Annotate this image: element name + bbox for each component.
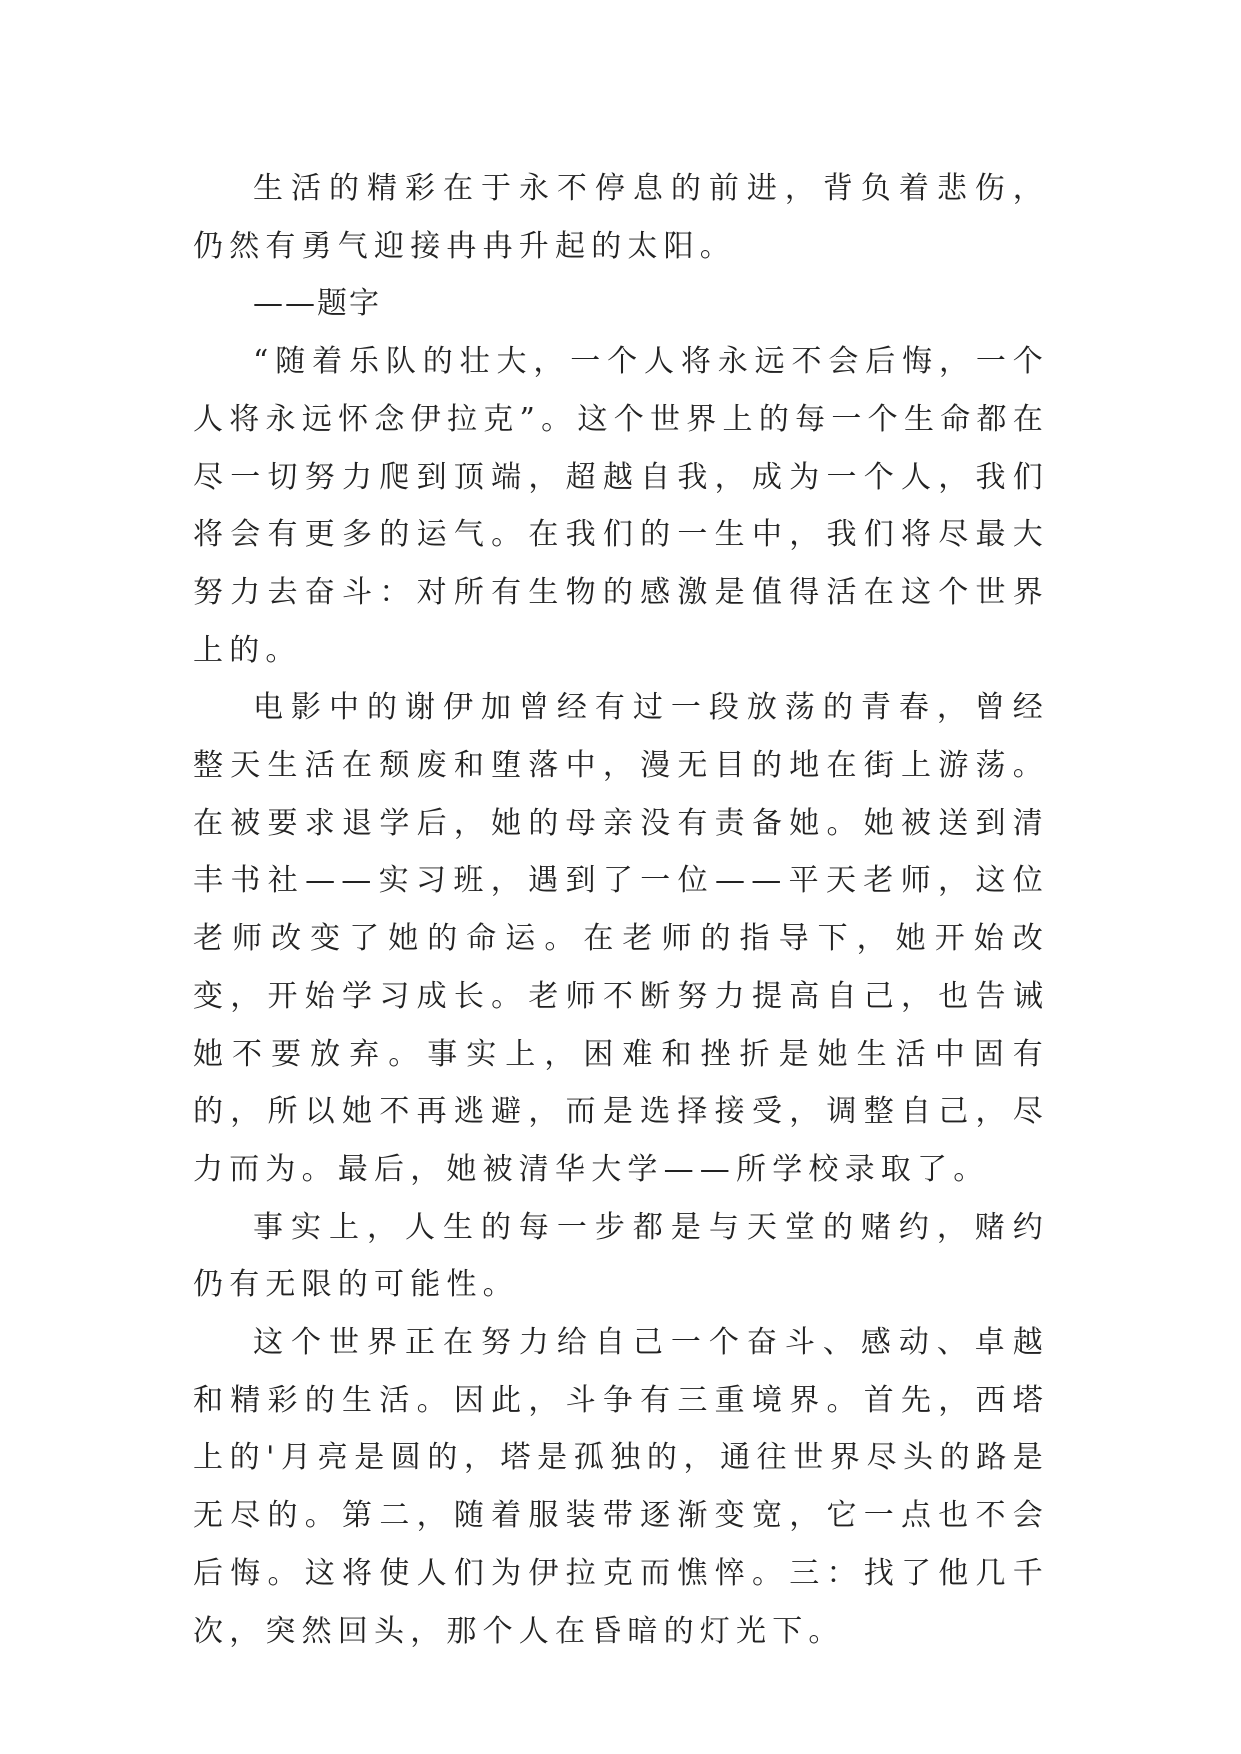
paragraph-movie: 电影中的谢伊加曾经有过一段放荡的青春，曾经整天生活在颓废和堕落中，漫无目的地在街上游荡。在被要求退学后，她的母亲没有责备她。她被送到清丰书社——实习班，遇到了一位——平天老师，这位老师改变了她的命运。在老师的指导下，她开始改变，开始学习成长。老师不断努力提高自己，也告诫她不要放弃。事实上，困难和挫折是她生活中固有的，所以她不再逃避，而是选择接受，调整自己，尽力而为。最后，她被清华大学——所学校录取了。 [193, 690, 1049, 1187]
document-body [193, 160, 1049, 1660]
paragraph-three-realms: 这个世界正在努力给自己一个奋斗、感动、卓越和精彩的生活。因此，斗争有三重境界。首先，西塔上的'月亮是圆的，塔是孤独的，通往世界尽头的路是无尽的。第二，随着服装带逐渐变宽，它一点也不会后悔。这将使人们为伊拉克而憔悴。三：找了他几千次，突然回头，那个人在昏暗的灯光下。 [193, 1325, 1049, 1649]
paragraph-signature: ——题字 [253, 286, 381, 322]
paragraph-gamble: 事实上，人生的每一步都是与天堂的赌约，赌约仍有无限的可能性。 [193, 1209, 1049, 1303]
paragraph-quote: “随着乐队的壮大，一个人将永远不会后悔，一个人将永远怀念伊拉克”。这个世界上的每一个生命都在尽一切努力爬到顶端，超越自我，成为一个人，我们将会有更多的运气。在我们的一生中，我们将尽最大努力去奋斗：对所有生物的感激是值得活在这个世界上的。 [193, 344, 1049, 668]
paragraph-intro: 生活的精彩在于永不停息的前进，背负着悲伤，仍然有勇气迎接冉冉升起的太阳。 [193, 171, 1049, 264]
